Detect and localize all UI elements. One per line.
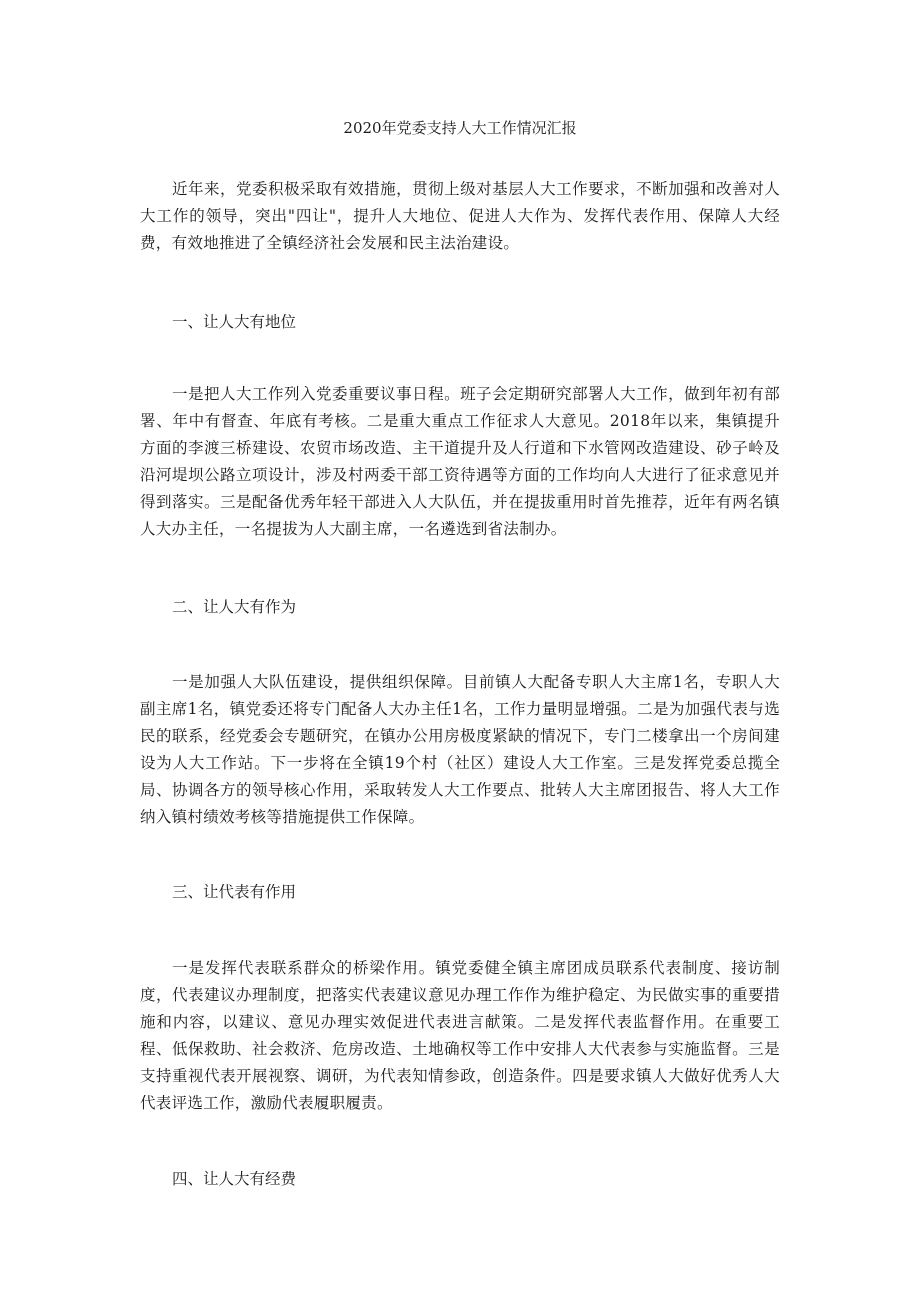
section-heading-2: 二、让人大有作为	[172, 598, 297, 616]
section-heading-4: 四、让人大有经费	[172, 1170, 297, 1188]
section-body-1: 一是把人大工作列入党委重要议事日程。班子会定期研究部署人大工作，做到年初有部署、年中有督查、年底有考核。二是重大重点工作征求人大意见。2018年以来，集镇提升方面的李渡三桥建设、农贸市场改造、主干道提升及人行道和下水管网改造建设、砂子岭及沿河堤坝公路立项设计，涉及村两委干部工资待遇等方面的工作均向人大进行了征求意见并得到落实。三是配备优秀年轻干部进入人大队伍，并在提拔重用时首先推荐，近年有两名镇人大办主任，一名提拔为人大副主席，一名遴选到省法制办。	[140, 385, 780, 538]
section-body-2: 一是加强人大队伍建设，提供组织保障。目前镇人大配备专职人大主席1名，专职人大副主席1名，镇党委还将专门配备人大办主任1名，工作力量明显增强。二是为加强代表与选民的联系，经党委会专题研究，在镇办公用房极度紧缺的情况下，专门二楼拿出一个房间建设为人大工作站。下一步将在全镇19个村（社区）建设人大工作室。三是发挥党委总揽全局、协调各方的领导核心作用，采取转发人大工作要点、批转人大主席团报告、将人大工作纳入镇村绩效考核等措施提供工作保障。	[140, 673, 780, 826]
section-heading-1: 一、让人大有地位	[172, 313, 297, 331]
section-heading-3: 三、让代表有作用	[172, 883, 297, 901]
intro-paragraph: 近年来，党委积极采取有效措施，贯彻上级对基层人大工作要求，不断加强和改善对人大工作的领导，突出"四让"，提升人大地位、促进人大作为、发挥代表作用、保障人大经费，有效地推进了全镇经济社会发展和民主法治建设。	[140, 180, 780, 252]
document-title: 2020年党委支持人大工作情况汇报	[343, 119, 577, 137]
section-body-3: 一是发挥代表联系群众的桥梁作用。镇党委健全镇主席团成员联系代表制度、接访制度，代表建议办理制度，把落实代表建议意见办理工作作为维护稳定、为民做实事的重要措施和内容，以建议、意见办理实效促进代表进言献策。二是发挥代表监督作用。在重要工程、低保救助、社会救济、危房改造、土地确权等工作中安排人大代表参与实施监督。三是支持重视代表开展视察、调研，为代表知情参政，创造条件。四是要求镇人大做好优秀人大代表评选工作，激励代表履职履责。	[140, 959, 780, 1112]
